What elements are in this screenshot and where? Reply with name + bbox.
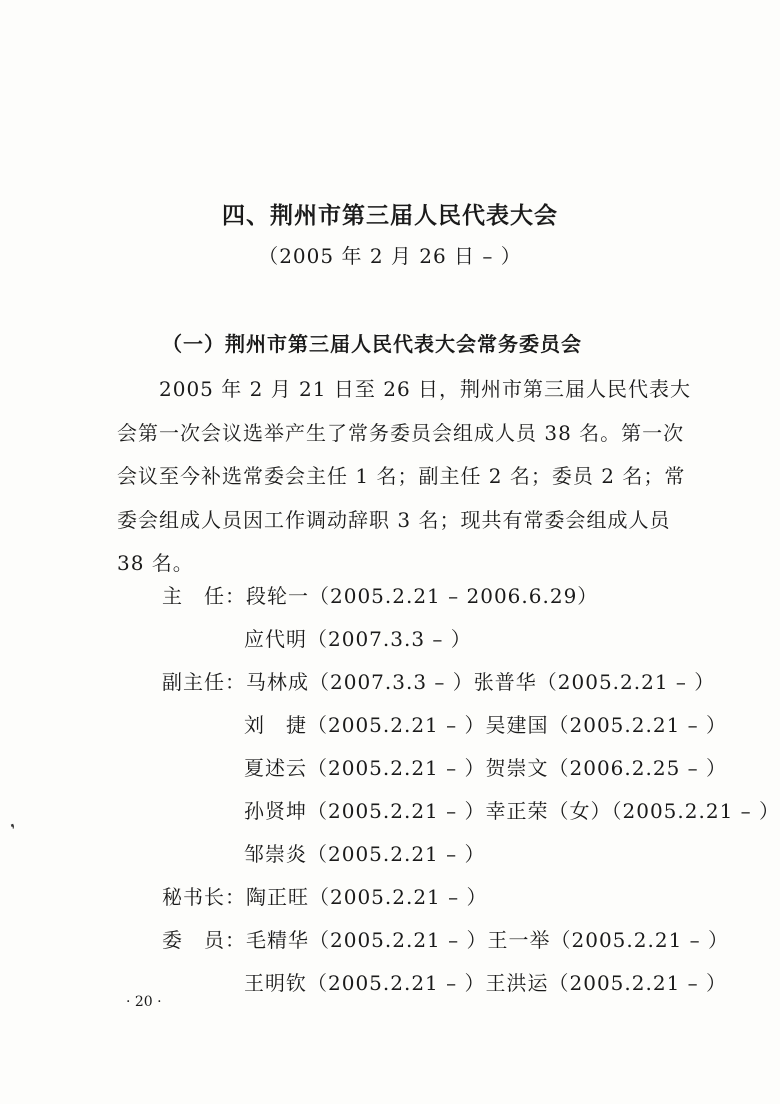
deputy-line [162, 666, 715, 695]
director-label: 主 任： [162, 584, 246, 608]
section-heading: （一）荆州市第三届人民代表大会常务委员会 [162, 332, 582, 356]
deputy-entry-3: 夏述云（2005.2.21 – ）贺崇文（2006.2.25 – ） [244, 756, 728, 780]
director-entry: 段轮一（2005.2.21 – 2006.6.29） [246, 584, 599, 608]
deputy-entry: 马林成（2007.3.3 – ）张普华（2005.2.21 – ） [246, 670, 716, 694]
member-entry-2: 王明钦（2005.2.21 – ）王洪运（2005.2.21 – ） [244, 971, 728, 995]
intro-paragraph [117, 368, 699, 586]
deputy-entry-4: 孙贤坤（2005.2.21 – ）幸正荣（女）（2005.2.21 – ） [244, 799, 780, 823]
deputy-label: 副主任： [162, 670, 246, 694]
member-entry: 毛精华（2005.2.21 – ）王一举（2005.2.21 – ） [246, 928, 730, 952]
member-line [162, 924, 729, 953]
deputy-entry-2: 刘 捷（2005.2.21 – ）吴建国（2005.2.21 – ） [244, 713, 728, 737]
deputy-entry-5: 邹崇炎（2005.2.21 – ） [244, 842, 486, 866]
page-subtitle: （2005 年 2 月 26 日 – ） [258, 244, 522, 268]
page-title: 四、荆州市第三届人民代表大会 [222, 202, 558, 229]
member-label: 委 员： [162, 928, 246, 952]
secretary-line [162, 881, 488, 910]
paragraph-text: 2005 年 2 月 21 日至 26 日，荆州市第三届人民代表大会第一次会议选举产生了常务委员会组成人员 38 名。第一次会议至今补选常委会主任 1 名；副主任 2 名；委员 2 名；常委会组成人员因工作调动辞职 3 名；现共有常委会组成人员 38 名。 [117, 377, 692, 575]
secretary-entry: 陶正旺（2005.2.21 – ） [246, 885, 488, 909]
director-entry-2: 应代明（2007.3.3 – ） [244, 627, 472, 651]
page-number: · 20 · [126, 994, 162, 1010]
director-line [162, 580, 598, 609]
secretary-label: 秘书长： [162, 885, 246, 909]
scan-mark: ❜ [9, 821, 20, 839]
